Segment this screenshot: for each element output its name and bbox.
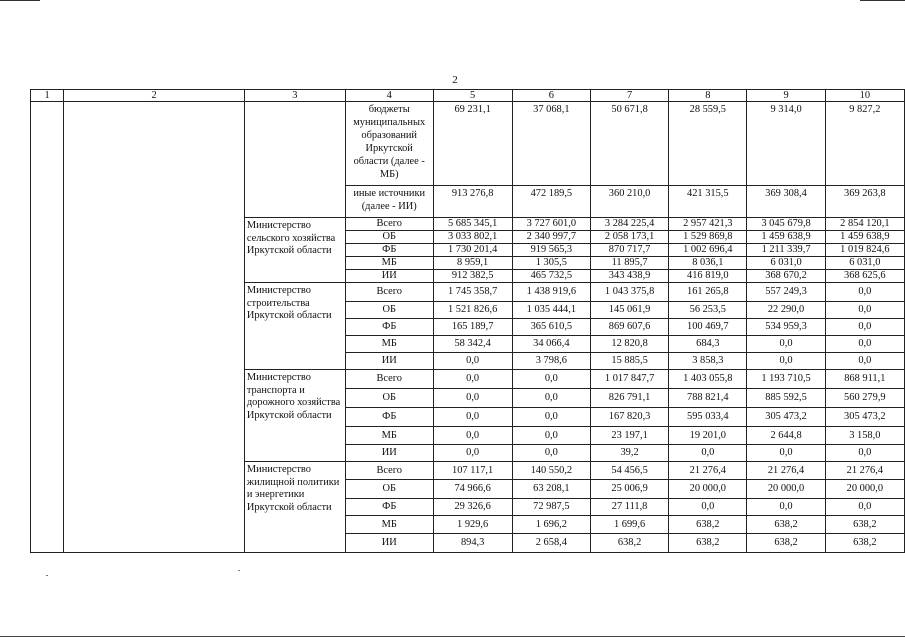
value-cell: 1 521 826,6 xyxy=(433,302,512,319)
value-cell: 368 670,2 xyxy=(747,270,825,283)
row-number-cell xyxy=(31,102,64,553)
value-cell: 638,2 xyxy=(669,534,747,553)
value-cell: 557 249,3 xyxy=(747,283,825,302)
funding-source-cell: ИИ xyxy=(345,534,433,553)
ministry-name-cell: Министерство сельского хозяйства Иркутской области xyxy=(244,218,345,283)
value-cell: 1 193 710,5 xyxy=(747,370,825,389)
funding-source-cell: ОБ xyxy=(345,480,433,499)
value-cell: 0,0 xyxy=(433,353,512,370)
funding-source-cell: ИИ xyxy=(345,270,433,283)
value-cell: 0,0 xyxy=(512,427,590,445)
value-cell: 305 473,2 xyxy=(747,408,825,427)
ministry-name-cell: Министерство строительства Иркутской области xyxy=(244,283,345,370)
value-cell: 1 699,6 xyxy=(590,516,668,534)
column-number-4: 4 xyxy=(345,90,433,102)
value-cell: 0,0 xyxy=(747,499,825,516)
column-number-7: 7 xyxy=(590,90,668,102)
value-cell: 0,0 xyxy=(433,445,512,462)
value-cell: 869 607,6 xyxy=(590,319,668,336)
value-cell: 3 033 802,1 xyxy=(433,231,512,244)
funding-source-cell: Всего xyxy=(345,218,433,231)
value-cell: 54 456,5 xyxy=(590,462,668,480)
value-cell: 1 043 375,8 xyxy=(590,283,668,302)
value-cell: 1 305,5 xyxy=(512,257,590,270)
value-cell: 1 403 055,8 xyxy=(669,370,747,389)
value-cell: 21 276,4 xyxy=(669,462,747,480)
value-cell: 140 550,2 xyxy=(512,462,590,480)
value-cell: 107 117,1 xyxy=(433,462,512,480)
value-cell: 29 326,6 xyxy=(433,499,512,516)
value-cell: 0,0 xyxy=(512,370,590,389)
value-cell: 22 290,0 xyxy=(747,302,825,319)
value-cell: 1 002 696,4 xyxy=(669,244,747,257)
value-cell: 3 158,0 xyxy=(825,427,904,445)
value-cell: 0,0 xyxy=(433,389,512,408)
value-cell: 5 685 345,1 xyxy=(433,218,512,231)
value-cell: 0,0 xyxy=(825,336,904,353)
column-number-2: 2 xyxy=(64,90,245,102)
value-cell: 8 036,1 xyxy=(669,257,747,270)
value-cell: 3 284 225,4 xyxy=(590,218,668,231)
value-cell: 145 061,9 xyxy=(590,302,668,319)
value-cell: 21 276,4 xyxy=(747,462,825,480)
value-cell: 0,0 xyxy=(747,353,825,370)
value-cell: 638,2 xyxy=(825,534,904,553)
value-cell: 560 279,9 xyxy=(825,389,904,408)
value-cell: 638,2 xyxy=(747,516,825,534)
program-name-cell xyxy=(64,102,245,553)
column-number-9: 9 xyxy=(747,90,825,102)
budget-table xyxy=(30,89,905,553)
value-cell: 1 017 847,7 xyxy=(590,370,668,389)
value-cell: 1 459 638,9 xyxy=(747,231,825,244)
value-cell: 1 019 824,6 xyxy=(825,244,904,257)
value-cell: 2 957 421,3 xyxy=(669,218,747,231)
value-cell: 9 827,2 xyxy=(825,102,904,186)
value-cell: 868 911,1 xyxy=(825,370,904,389)
funding-source-cell: ФБ xyxy=(345,319,433,336)
column-number-10: 10 xyxy=(825,90,904,102)
value-cell: 0,0 xyxy=(512,389,590,408)
funding-source-cell: бюджеты муниципальных образований Иркутской области (далее - МБ) xyxy=(345,102,433,186)
funding-source-cell: ФБ xyxy=(345,244,433,257)
value-cell: 885 592,5 xyxy=(747,389,825,408)
value-cell: 56 253,5 xyxy=(669,302,747,319)
value-cell: 0,0 xyxy=(825,499,904,516)
value-cell: 165 189,7 xyxy=(433,319,512,336)
value-cell: 368 625,6 xyxy=(825,270,904,283)
value-cell: 1 211 339,7 xyxy=(747,244,825,257)
scan-edge-top-right xyxy=(860,0,905,1)
column-number-1: 1 xyxy=(31,90,64,102)
value-cell: 1 696,2 xyxy=(512,516,590,534)
value-cell: 305 473,2 xyxy=(825,408,904,427)
funding-source-cell: МБ xyxy=(345,516,433,534)
column-number-5: 5 xyxy=(433,90,512,102)
value-cell: 161 265,8 xyxy=(669,283,747,302)
value-cell: 50 671,8 xyxy=(590,102,668,186)
value-cell: 0,0 xyxy=(825,319,904,336)
value-cell: 870 717,7 xyxy=(590,244,668,257)
value-cell: 74 966,6 xyxy=(433,480,512,499)
column-number-row xyxy=(31,90,905,102)
value-cell: 1 459 638,9 xyxy=(825,231,904,244)
value-cell: 0,0 xyxy=(433,427,512,445)
funding-source-cell: МБ xyxy=(345,427,433,445)
value-cell: 20 000,0 xyxy=(825,480,904,499)
scan-edge-top-left xyxy=(0,0,40,1)
value-cell: 595 033,4 xyxy=(669,408,747,427)
value-cell: 2 340 997,7 xyxy=(512,231,590,244)
value-cell: 416 819,0 xyxy=(669,270,747,283)
value-cell: 3 798,6 xyxy=(512,353,590,370)
value-cell: 369 263,8 xyxy=(825,186,904,218)
value-cell: 6 031,0 xyxy=(747,257,825,270)
value-cell: 167 820,3 xyxy=(590,408,668,427)
value-cell: 6 031,0 xyxy=(825,257,904,270)
value-cell: 0,0 xyxy=(512,445,590,462)
value-cell: 12 820,8 xyxy=(590,336,668,353)
value-cell: 638,2 xyxy=(669,516,747,534)
funding-source-cell: Всего xyxy=(345,283,433,302)
ministry-cell-empty xyxy=(244,102,345,218)
funding-source-cell: ОБ xyxy=(345,389,433,408)
value-cell: 2 854 120,1 xyxy=(825,218,904,231)
value-cell: 826 791,1 xyxy=(590,389,668,408)
funding-source-cell: Всего xyxy=(345,462,433,480)
value-cell: 100 469,7 xyxy=(669,319,747,336)
value-cell: 2 644,8 xyxy=(747,427,825,445)
funding-source-cell: ФБ xyxy=(345,499,433,516)
value-cell: 369 308,4 xyxy=(747,186,825,218)
funding-source-cell: МБ xyxy=(345,257,433,270)
column-number-3: 3 xyxy=(244,90,345,102)
column-number-6: 6 xyxy=(512,90,590,102)
value-cell: 0,0 xyxy=(512,408,590,427)
value-cell: 919 565,3 xyxy=(512,244,590,257)
value-cell: 0,0 xyxy=(433,408,512,427)
funding-source-cell: ОБ xyxy=(345,231,433,244)
ministry-name-cell: Министерство жилищной политики и энергетики Иркутской области xyxy=(244,462,345,553)
funding-source-cell: ФБ xyxy=(345,408,433,427)
value-cell: 472 189,5 xyxy=(512,186,590,218)
value-cell: 0,0 xyxy=(747,336,825,353)
funding-source-cell: ИИ xyxy=(345,353,433,370)
value-cell: 0,0 xyxy=(825,302,904,319)
value-cell: 912 382,5 xyxy=(433,270,512,283)
value-cell: 21 276,4 xyxy=(825,462,904,480)
funding-source-cell: Всего xyxy=(345,370,433,389)
value-cell: 2 658,4 xyxy=(512,534,590,553)
funding-source-cell: ОБ xyxy=(345,302,433,319)
value-cell: 638,2 xyxy=(590,534,668,553)
value-cell: 25 006,9 xyxy=(590,480,668,499)
scan-edge-bottom xyxy=(0,636,905,637)
funding-source-cell: ИИ xyxy=(345,445,433,462)
scan-speck xyxy=(238,570,240,571)
value-cell: 1 529 869,8 xyxy=(669,231,747,244)
value-cell: 0,0 xyxy=(669,499,747,516)
value-cell: 34 066,4 xyxy=(512,336,590,353)
value-cell: 63 208,1 xyxy=(512,480,590,499)
value-cell: 2 058 173,1 xyxy=(590,231,668,244)
value-cell: 638,2 xyxy=(747,534,825,553)
value-cell: 0,0 xyxy=(825,353,904,370)
value-cell: 913 276,8 xyxy=(433,186,512,218)
value-cell: 421 315,5 xyxy=(669,186,747,218)
value-cell: 39,2 xyxy=(590,445,668,462)
value-cell: 0,0 xyxy=(433,370,512,389)
value-cell: 27 111,8 xyxy=(590,499,668,516)
value-cell: 69 231,1 xyxy=(433,102,512,186)
value-cell: 1 438 919,6 xyxy=(512,283,590,302)
value-cell: 58 342,4 xyxy=(433,336,512,353)
value-cell: 894,3 xyxy=(433,534,512,553)
value-cell: 0,0 xyxy=(669,445,747,462)
value-cell: 37 068,1 xyxy=(512,102,590,186)
value-cell: 11 895,7 xyxy=(590,257,668,270)
scan-speck xyxy=(46,575,48,576)
value-cell: 20 000,0 xyxy=(669,480,747,499)
value-cell: 20 000,0 xyxy=(747,480,825,499)
value-cell: 638,2 xyxy=(825,516,904,534)
value-cell: 684,3 xyxy=(669,336,747,353)
value-cell: 19 201,0 xyxy=(669,427,747,445)
value-cell: 72 987,5 xyxy=(512,499,590,516)
funding-source-cell: МБ xyxy=(345,336,433,353)
column-number-8: 8 xyxy=(669,90,747,102)
value-cell: 0,0 xyxy=(825,445,904,462)
value-cell: 3 858,3 xyxy=(669,353,747,370)
page-number: 2 xyxy=(452,74,458,86)
value-cell: 9 314,0 xyxy=(747,102,825,186)
value-cell: 0,0 xyxy=(825,283,904,302)
ministry-name-cell: Министерство транспорта и дорожного хозяйства Иркутской области xyxy=(244,370,345,462)
value-cell: 1 929,6 xyxy=(433,516,512,534)
value-cell: 343 438,9 xyxy=(590,270,668,283)
value-cell: 23 197,1 xyxy=(590,427,668,445)
value-cell: 534 959,3 xyxy=(747,319,825,336)
value-cell: 465 732,5 xyxy=(512,270,590,283)
value-cell: 1 035 444,1 xyxy=(512,302,590,319)
value-cell: 0,0 xyxy=(747,445,825,462)
value-cell: 788 821,4 xyxy=(669,389,747,408)
value-cell: 365 610,5 xyxy=(512,319,590,336)
value-cell: 3 045 679,8 xyxy=(747,218,825,231)
value-cell: 28 559,5 xyxy=(669,102,747,186)
value-cell: 1 745 358,7 xyxy=(433,283,512,302)
value-cell: 1 730 201,4 xyxy=(433,244,512,257)
funding-source-cell: иные источники (далее - ИИ) xyxy=(345,186,433,218)
value-cell: 3 727 601,0 xyxy=(512,218,590,231)
value-cell: 8 959,1 xyxy=(433,257,512,270)
value-cell: 15 885,5 xyxy=(590,353,668,370)
table-row xyxy=(31,102,905,186)
value-cell: 360 210,0 xyxy=(590,186,668,218)
